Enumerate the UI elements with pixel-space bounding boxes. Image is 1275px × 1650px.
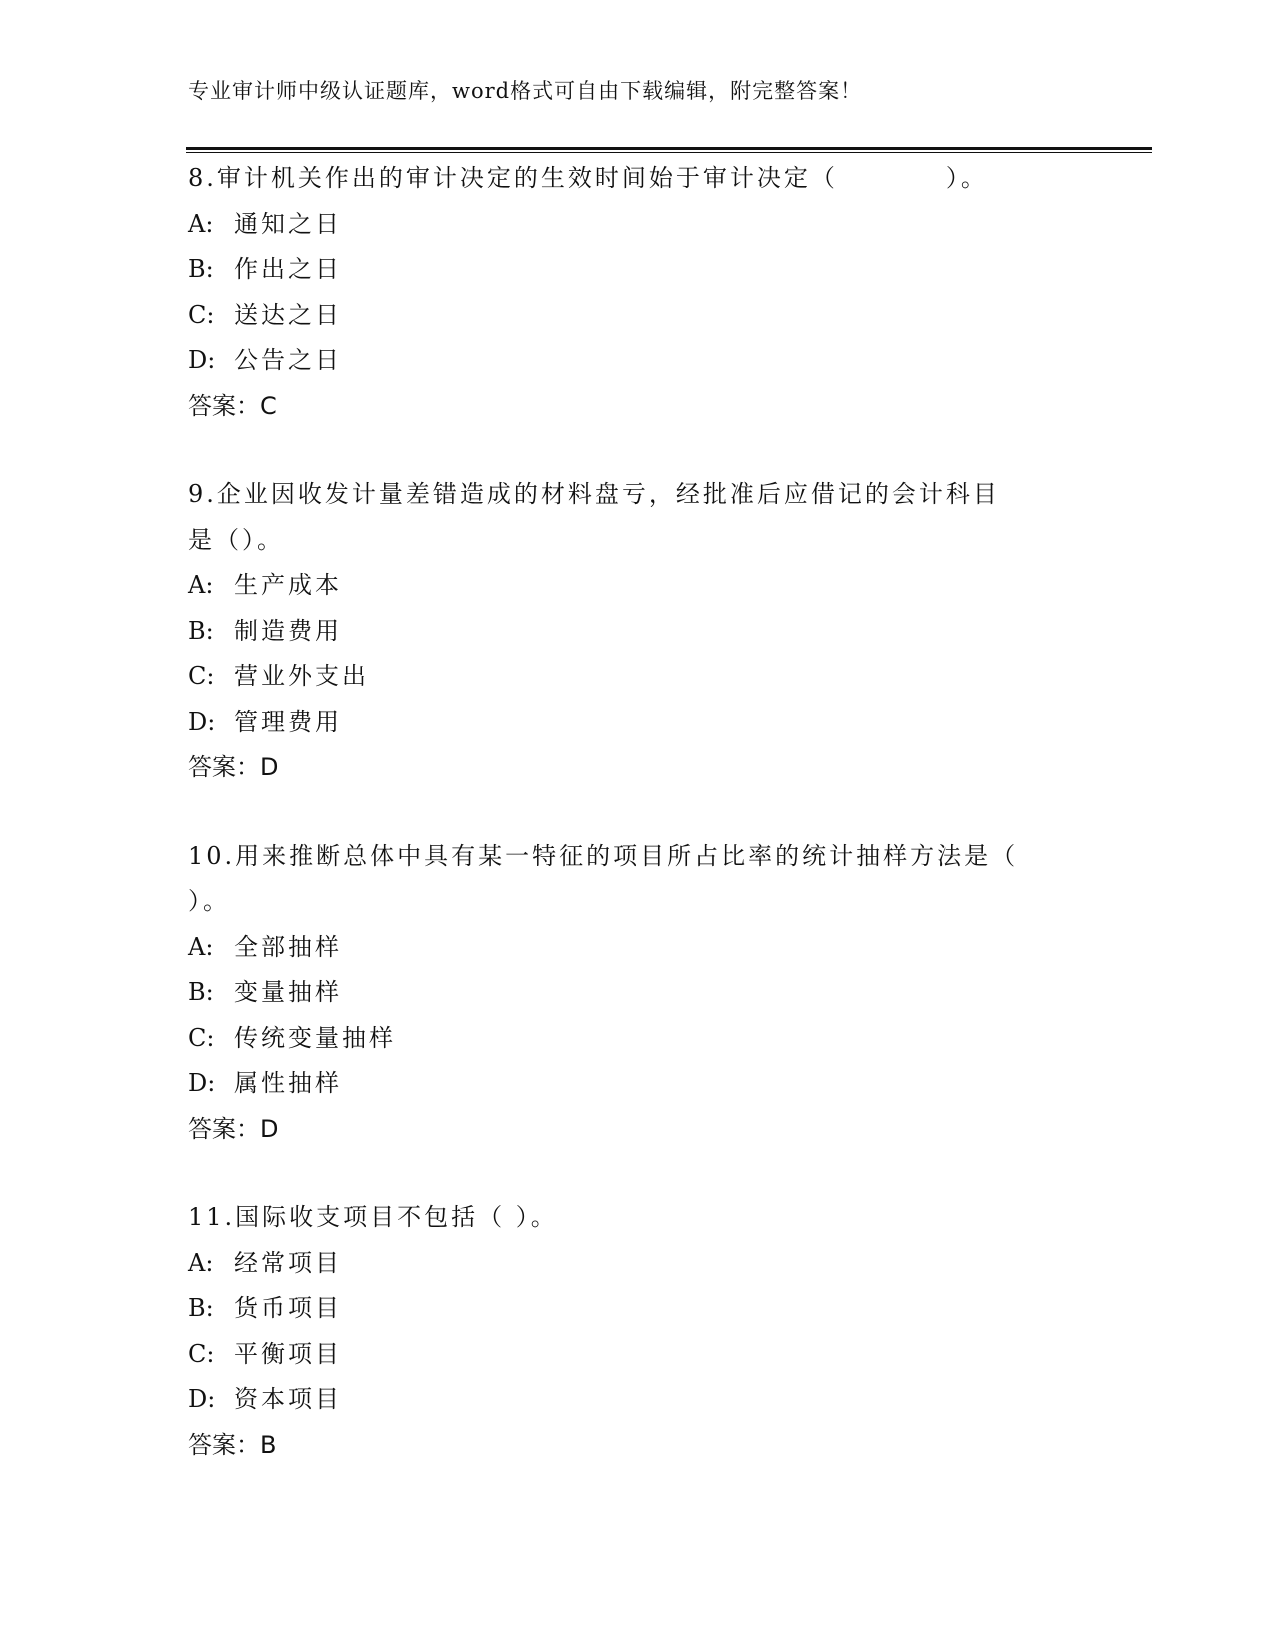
question-line: 国际收支项目不包括（ ）。 <box>235 1203 558 1231</box>
option-text: 送达之日 <box>234 300 342 329</box>
option-text: 平衡项目 <box>234 1339 342 1368</box>
option-key: B: <box>188 1294 214 1322</box>
option-key: A: <box>188 209 214 238</box>
option-text: 公告之日 <box>234 346 342 374</box>
option-d <box>188 1061 1088 1107</box>
answer-line <box>188 1423 1088 1469</box>
option-key: C: <box>188 662 215 690</box>
answer-label: 答案： <box>188 391 260 420</box>
question-list <box>188 156 1088 1511</box>
question-text <box>188 472 1088 518</box>
header-rule-thick <box>186 147 1152 150</box>
question-number: 8. <box>188 164 217 192</box>
option-key: A: <box>188 932 214 961</box>
option-c <box>188 1016 1088 1062</box>
question-line: 用来推断总体中具有某一特征的项目所占比率的统计抽样方法是（ <box>235 841 1019 870</box>
question-number: 11. <box>188 1203 236 1231</box>
answer-value: D <box>260 1114 280 1143</box>
option-c <box>188 293 1088 339</box>
question-line: 审计机关作出的审计决定的生效时间始于审计决定（ ）。 <box>216 164 988 192</box>
option-key: D: <box>188 346 216 374</box>
option-text: 生产成本 <box>234 571 342 599</box>
option-text: 管理费用 <box>234 707 342 736</box>
question-text-continued: 是（）。 <box>188 525 284 554</box>
question-number: 10. <box>188 841 236 870</box>
question-number: 9. <box>188 480 217 508</box>
question-8 <box>188 156 1088 429</box>
option-key: C: <box>188 300 215 329</box>
option-c <box>188 654 1088 700</box>
answer-label: 答案： <box>188 1430 260 1459</box>
question-text-continued: ）。 <box>188 887 230 915</box>
option-key: B: <box>188 978 214 1006</box>
option-text: 属性抽样 <box>234 1069 342 1097</box>
question-text <box>188 156 1088 202</box>
answer-label: 答案： <box>188 1114 260 1143</box>
option-a <box>188 563 1088 609</box>
option-key: B: <box>188 616 214 645</box>
option-key: B: <box>188 255 214 283</box>
option-a <box>188 925 1088 971</box>
option-b <box>188 1286 1088 1332</box>
question-line: 企业因收发计量差错造成的材料盘亏，经批准后应借记的会计科目 <box>216 480 1000 508</box>
question-11 <box>188 1195 1088 1468</box>
option-a <box>188 202 1088 248</box>
option-text: 资本项目 <box>234 1385 342 1413</box>
question-10 <box>188 834 1088 1153</box>
option-text: 货币项目 <box>234 1294 342 1322</box>
question-text <box>188 1195 1088 1241</box>
option-d <box>188 700 1088 746</box>
answer-line <box>188 1107 1088 1153</box>
option-key: D: <box>188 1069 216 1097</box>
option-text: 作出之日 <box>234 255 342 283</box>
answer-value: B <box>260 1430 278 1459</box>
question-9 <box>188 472 1088 791</box>
option-text: 制造费用 <box>234 616 342 645</box>
option-key: C: <box>188 1023 215 1052</box>
option-text: 全部抽样 <box>234 932 342 961</box>
option-key: D: <box>188 1385 216 1413</box>
option-key: A: <box>188 571 214 599</box>
option-d <box>188 338 1088 384</box>
option-text: 通知之日 <box>234 209 342 238</box>
answer-line <box>188 745 1088 791</box>
option-text: 变量抽样 <box>234 978 342 1006</box>
option-b <box>188 609 1088 655</box>
answer-value: C <box>260 391 278 420</box>
option-text: 营业外支出 <box>234 662 369 690</box>
answer-value: D <box>260 753 280 781</box>
document-header: 专业审计师中级认证题库，word格式可自由下载编辑，附完整答案！ <box>188 79 863 103</box>
option-c <box>188 1332 1088 1378</box>
header-rule-thin <box>186 152 1152 153</box>
answer-label: 答案： <box>188 753 260 781</box>
question-text <box>188 834 1088 880</box>
option-text: 传统变量抽样 <box>234 1023 396 1052</box>
option-b <box>188 970 1088 1016</box>
answer-line <box>188 384 1088 430</box>
option-key: C: <box>188 1339 215 1368</box>
option-text: 经常项目 <box>234 1248 342 1277</box>
option-key: D: <box>188 707 216 736</box>
option-d <box>188 1377 1088 1423</box>
option-b <box>188 247 1088 293</box>
option-a <box>188 1241 1088 1287</box>
option-key: A: <box>188 1248 214 1277</box>
